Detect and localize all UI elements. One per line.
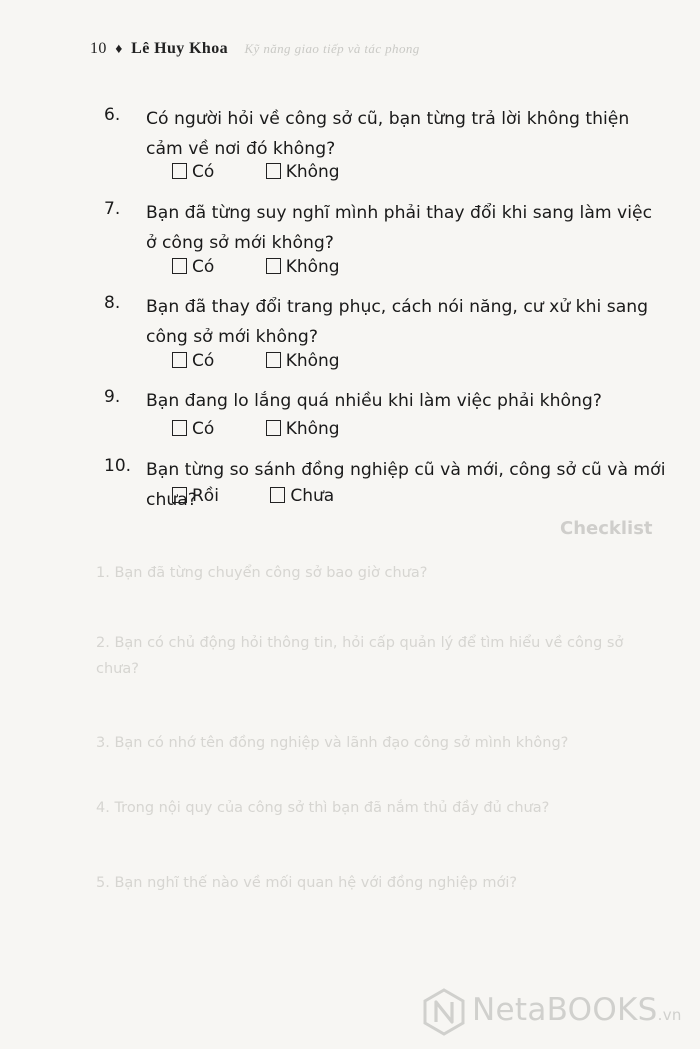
checkbox[interactable] bbox=[266, 163, 281, 179]
checkbox[interactable] bbox=[266, 258, 281, 274]
option-label: Không bbox=[285, 419, 340, 439]
page-header bbox=[90, 40, 420, 58]
page-number: 10 bbox=[90, 40, 107, 57]
option-label: Có bbox=[192, 162, 215, 182]
watermark-logo bbox=[422, 988, 682, 1040]
answer-option[interactable] bbox=[172, 419, 214, 439]
answer-option[interactable] bbox=[172, 162, 214, 182]
question-text: Có người hỏi về công sở cũ, bạn từng trả lời không thiện cảm về nơi đó không? bbox=[146, 109, 630, 159]
bleed-through-line: 2. Bạn có chủ động hỏi thông tin, hỏi cấp quản lý để tìm hiểu về công sở chưa? bbox=[96, 635, 624, 677]
bleed-through-line: 4. Trong nội quy của công sở thì bạn đã nắm thủ đầy đủ chưa? bbox=[96, 800, 550, 816]
watermark-suffix: .vn bbox=[657, 1006, 682, 1024]
checkbox[interactable] bbox=[270, 487, 285, 503]
option-label: Rồi bbox=[192, 486, 219, 506]
faint-running-title: Kỹ năng giao tiếp và tác phong bbox=[244, 41, 420, 56]
question-number: 8. bbox=[104, 293, 121, 313]
checkbox[interactable] bbox=[172, 163, 187, 179]
question-number: 10. bbox=[104, 456, 132, 476]
answer-option[interactable] bbox=[172, 257, 214, 277]
option-label: Có bbox=[192, 351, 215, 371]
question-text: Bạn đã thay đổi trang phục, cách nói năng, cư xử khi sang công sở mới không? bbox=[146, 297, 649, 347]
hexagon-n-icon bbox=[422, 988, 466, 1036]
option-label: Có bbox=[192, 419, 215, 439]
question-text: Bạn đã từng suy nghĩ mình phải thay đổi khi sang làm việc ở công sở mới không? bbox=[146, 203, 653, 253]
answer-option[interactable] bbox=[266, 257, 340, 277]
answer-options bbox=[172, 162, 386, 182]
answer-option[interactable] bbox=[172, 351, 214, 371]
question-number: 7. bbox=[104, 199, 121, 219]
option-label: Không bbox=[285, 257, 340, 277]
answer-options bbox=[172, 486, 380, 506]
option-label: Không bbox=[285, 162, 340, 182]
option-label: Có bbox=[192, 257, 215, 277]
answer-options bbox=[172, 351, 386, 371]
checkbox[interactable] bbox=[172, 352, 187, 368]
checkbox[interactable] bbox=[172, 420, 187, 436]
diamond-icon: ♦ bbox=[115, 42, 123, 57]
answer-option[interactable] bbox=[266, 351, 340, 371]
author-name: Lê Huy Khoa bbox=[131, 40, 229, 57]
checkbox[interactable] bbox=[172, 487, 187, 503]
checkbox[interactable] bbox=[266, 420, 281, 436]
answer-option[interactable] bbox=[266, 162, 340, 182]
answer-options bbox=[172, 419, 386, 439]
answer-option[interactable] bbox=[172, 486, 219, 506]
option-label: Chưa bbox=[290, 486, 335, 506]
watermark-text bbox=[472, 992, 682, 1028]
checkbox[interactable] bbox=[266, 352, 281, 368]
option-label: Không bbox=[285, 351, 340, 371]
answer-options bbox=[172, 257, 386, 277]
question-number: 6. bbox=[104, 105, 121, 125]
bleed-through-line: 1. Bạn đã từng chuyển công sở bao giờ chưa? bbox=[96, 565, 428, 581]
question-text: Bạn từng so sánh đồng nghiệp cũ và mới, công sở cũ và mới chưa? bbox=[146, 460, 666, 510]
bleed-through-line: 3. Bạn có nhớ tên đồng nghiệp và lãnh đạo công sở mình không? bbox=[96, 735, 569, 751]
bleed-through-line: 5. Bạn nghĩ thế nào về mối quan hệ với đồng nghiệp mới? bbox=[96, 875, 518, 891]
checkbox[interactable] bbox=[172, 258, 187, 274]
watermark-brand: NetaBOOKS bbox=[472, 992, 658, 1028]
question-text: Bạn đang lo lắng quá nhiều khi làm việc phải không? bbox=[146, 391, 602, 411]
question-number: 9. bbox=[104, 387, 121, 407]
answer-option[interactable] bbox=[270, 486, 334, 506]
answer-option[interactable] bbox=[266, 419, 340, 439]
bleed-through-heading: Checklist bbox=[560, 518, 653, 539]
